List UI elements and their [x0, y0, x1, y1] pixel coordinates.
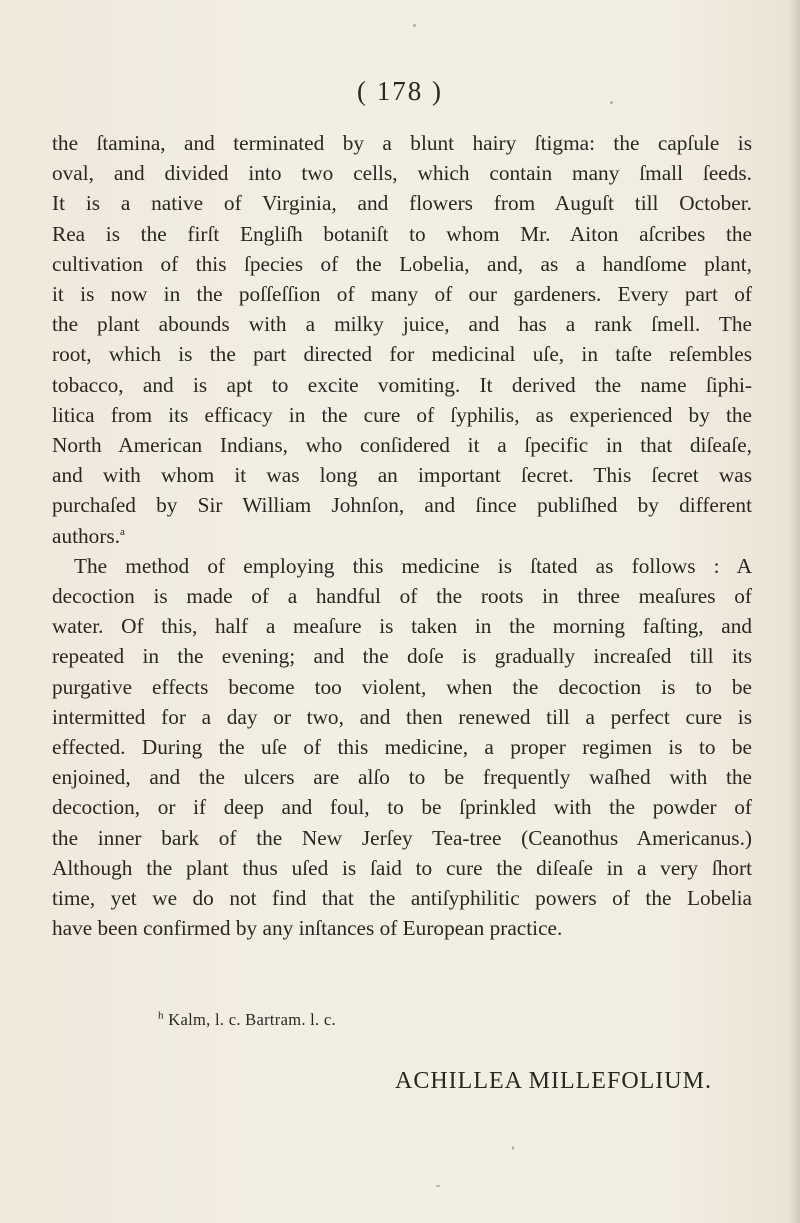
paper-speck: [512, 1146, 514, 1150]
text-line: it is now in the poſſeſſion of many of our gardeners. Every part of: [52, 282, 752, 307]
text-line: tobacco, and is apt to excite vomiting. It derived the name ſiphi-: [52, 372, 752, 397]
text-line: effected. During the uſe of this medicine, a proper regimen is to be: [52, 735, 752, 760]
text-line: repeated in the evening; and the doſe is gradually increaſed till its: [52, 644, 752, 669]
text-line: authors.: [52, 523, 121, 548]
text-line: Rea is the firſt Engliſh botaniſt to whom Mr. Aiton aſcribes the: [52, 221, 752, 246]
text-line: time, yet we do not find that the antiſyphilitic powers of the Lobelia: [52, 886, 752, 911]
catchword-heading: ACHILLEA MILLEFOLIUM.: [395, 1068, 712, 1094]
text-line: the plant abounds with a milky juice, and has a rank ſmell. The: [52, 312, 752, 337]
page-edge-shadow: [788, 0, 800, 1223]
text-line: water. Of this, half a meaſure is taken in the morning faſting, and: [52, 614, 752, 639]
footnote: [158, 1010, 336, 1030]
footnote-marker: a: [120, 525, 125, 538]
text-line: cultivation of this ſpecies of the Lobelia, and, as a handſome plant,: [52, 251, 752, 276]
text-line: decoction, or if deep and foul, to be ſprinkled with the powder of: [52, 795, 752, 820]
text-line: oval, and divided into two cells, which contain many ſmall ſeeds.: [52, 161, 752, 186]
text-line: and with whom it was long an important ſecret. This ſecret was: [52, 463, 752, 488]
text-line-end: [52, 521, 752, 551]
text-line: intermitted for a day or two, and then renewed till a perfect cure is: [52, 704, 752, 729]
text-line: purchaſed by Sir William Johnſon, and ſince publiſhed by different: [52, 493, 752, 518]
paper-speck: [436, 1185, 440, 1187]
paper-speck: [413, 24, 416, 27]
text-line: litica from its efficacy in the cure of ſyphilis, as experienced by the: [52, 402, 752, 427]
text-line: North American Indians, who conſidered it a ſpecific in that diſeaſe,: [52, 433, 752, 458]
footnote-text: Kalm, l. c. Bartram. l. c.: [168, 1010, 336, 1029]
text-line: purgative effects become too violent, when the decoction is to be: [52, 674, 752, 699]
paper-speck: [610, 101, 613, 104]
text-line: enjoined, and the ulcers are alſo to be frequently waſhed with the: [52, 765, 752, 790]
text-line: the ſtamina, and terminated by a blunt hairy ſtigma: the capſule is: [52, 131, 752, 155]
text-line: It is a native of Virginia, and flowers from Auguſt till October.: [52, 191, 752, 216]
body-text: [52, 128, 752, 943]
footnote-ref: h: [158, 1009, 164, 1022]
text-line: root, which is the part directed for medicinal uſe, in taſte reſembles: [52, 342, 752, 367]
text-line: Although the plant thus uſed is ſaid to cure the diſeaſe in a very ſhort: [52, 855, 752, 880]
text-line: the inner bark of the New Jerſey Tea-tree (Ceanothus Americanus.): [52, 825, 752, 850]
text-line: have been confirmed by any inſtances of European practice.: [52, 916, 563, 941]
text-line: decoction is made of a handful of the roots in three meaſures of: [52, 584, 752, 609]
text-line: The method of employing this medicine is ſtated as follows : A: [74, 553, 752, 578]
page-number: ( 178 ): [357, 76, 443, 106]
